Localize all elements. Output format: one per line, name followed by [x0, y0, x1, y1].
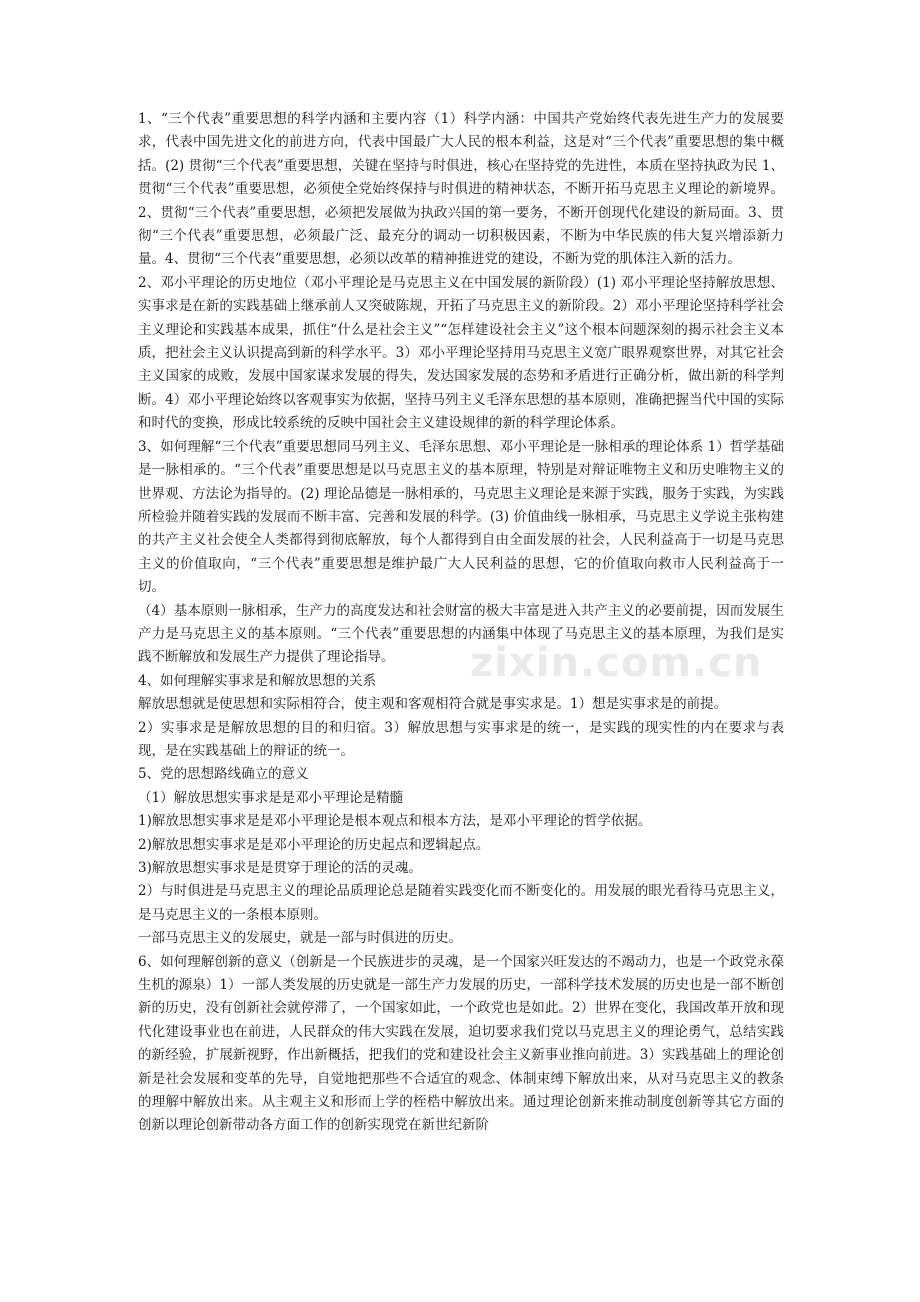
- list-item-2: 2)解放思想实事求是是邓小平理论的历史起点和逻辑起点。: [138, 836, 490, 853]
- watermark: zixin.com.cn: [470, 640, 763, 686]
- paragraph-6: 2）实事求是是解放思想的目的和归宿。3）解放思想与实事求是的统一，是实践的现实性的内在要求与表现，是在实践基础上的辩证的统一。: [138, 719, 784, 759]
- paragraph-4: （4）基本原则一脉相承，生产力的高度发达和社会财富的极大丰富是进入共产主义的必要前提，因而发展生产力是马克思主义的基本原则。“三个代表”重要思想的内涵集中体现了马克思主义的基本原理，为我们是实践不断解放和发展生产力提供了理论指导。: [138, 602, 784, 666]
- paragraph-8: 2）与时俱进是马克思主义的理论品质理论总是随着实践变化而不断变化的。用发展的眼光看待马克思主义，是马克思主义的一条根本原则。: [138, 883, 784, 923]
- list-item-1: 1)解放思想实事求是是邓小平理论是根本观点和根本方法，是邓小平理论的哲学依据。: [138, 813, 652, 830]
- heading-5: 5、党的思想路线确立的意义: [138, 766, 309, 783]
- paragraph-3: 3、如何理解“三个代表”重要思想同马列主义、毛泽东思想、邓小平理论是一脉相承的理论体系 1）哲学基础是一脉相承的。“三个代表”重要思想是以马克思主义的基本原理，特别是对辩证唯物主义和历史唯物主义的世界观、方法论为指导的。(2) 理论品德是一脉相承的，马克思主义理论是来源于实践，服务于实践，为实践所检验并随着实践的发展而不断丰富、完善和发展的科学。(3) 价值曲线一脉相承，马克思主义学说主张构建的共产主义社会使全人类都得到彻底解放，每个人都得到自由全面发展的社会，人民利益高于一切是马克思主义的价值取向，“三个代表”重要思想是维护最广大人民利益的思想，它的价值取向救市人民利益高于一切。: [138, 438, 784, 596]
- list-item-3: 3)解放思想实事求是是贯穿于理论的活的灵魂。: [138, 860, 422, 876]
- paragraph-10: 6、如何理解创新的意义（创新是一个民族进步的灵魂，是一个国家兴旺发达的不竭动力，也是一个政党永葆生机的源泉）1）一部人类发展的历史就是一部生产力发展的历史，一部科学技术发展的历史也是一部不断创新的历史，没有创新社会就停滞了，一个国家如此，一个政党也是如此。2）世界在变化，我国改革开放和现代化建设事业也在前进，人民群众的伟大实践在发展，迫切要求我们党以马克思主义的理论勇气，总结实践的新经验，扩展新视野，作出新概括，把我们的党和建设社会主义新事业推向前进。3）实践基础上的理论创新是社会发展和变革的先导，自觉地把那些不合适宜的观念、体制束缚下解放出来，从对马克思主义的教条的理解中解放出来。从主观主义和形而上学的桎梏中解放出来。通过理论创新来推动制度创新等其它方面的创新以理论创新带动各方面工作的创新实现党在新世纪新阶: [138, 953, 784, 1134]
- paragraph-7: （1）解放思想实事求是是邓小平理论是精髓: [138, 789, 404, 806]
- paragraph-1: 1、“三个代表”重要思想的科学内涵和主要内容（1）科学内涵：中国共产党始终代表先进生产力的发展要求，代表中国先进文化的前进方向，代表中国最广大人民的根本利益，这是对“三个代表”重要思想的集中概括。(2) 贯彻“三个代表”重要思想，关键在坚持与时俱进，核心在坚持党的先进性，本质在坚持执政为民 1、贯彻“三个代表”重要思想，必须使全党始终保持与时俱进的精神状态，不断开拓马克思主义理论的新境界。2、贯彻“三个代表”重要思想，必须把发展做为执政兴国的第一要务，不断开创现代化建设的新局面。3、贯彻“三个代表”重要思想，必须最广泛、最充分的调动一切积极因素，不断为中华民族的伟大复兴增添新力量。4、贯彻“三个代表”重要思想，必须以改革的精神推进党的建设，不断为党的肌体注入新的活力。: [138, 111, 784, 268]
- paragraph-9: 一部马克思主义的发展史，就是一部与时俱进的历史。: [138, 930, 462, 947]
- paragraph-5: 解放思想就是使思想和实际相符合，使主观和客观相符合就是事实求是。1）想是实事求是的前提。: [138, 696, 728, 713]
- document-body: [138, 108, 784, 1138]
- heading-4: 4、如何理解实事求是和解放思想的关系: [138, 672, 377, 689]
- paragraph-2: 2、邓小平理论的历史地位（邓小平理论是马克思主义在中国发展的新阶段）(1) 邓小平理论坚持解放思想、实事求是在新的实践基础上继承前人又突破陈规，开拓了马克思主义的新阶段。2）邓小平理论坚持科学社会主义理论和实践基本成果，抓住“什么是社会主义”“怎样建设社会主义”这个根本问题深刻的揭示社会主义本质，把社会主义认识提高到新的科学水平。3）邓小平理论坚持用马克思主义宽广眼界观察世界，对其它社会主义国家的成败，发展中国家谋求发展的得失，发达国家发展的态势和矛盾进行正确分析，做出新的科学判断。4）邓小平理论始终以客观事实为依据，坚持马列主义毛泽东思想的基本原则，准确把握当代中国的实际和时代的变换，形成比较系统的反映中国社会主义建设规律的新的科学理论体系。: [138, 274, 784, 432]
